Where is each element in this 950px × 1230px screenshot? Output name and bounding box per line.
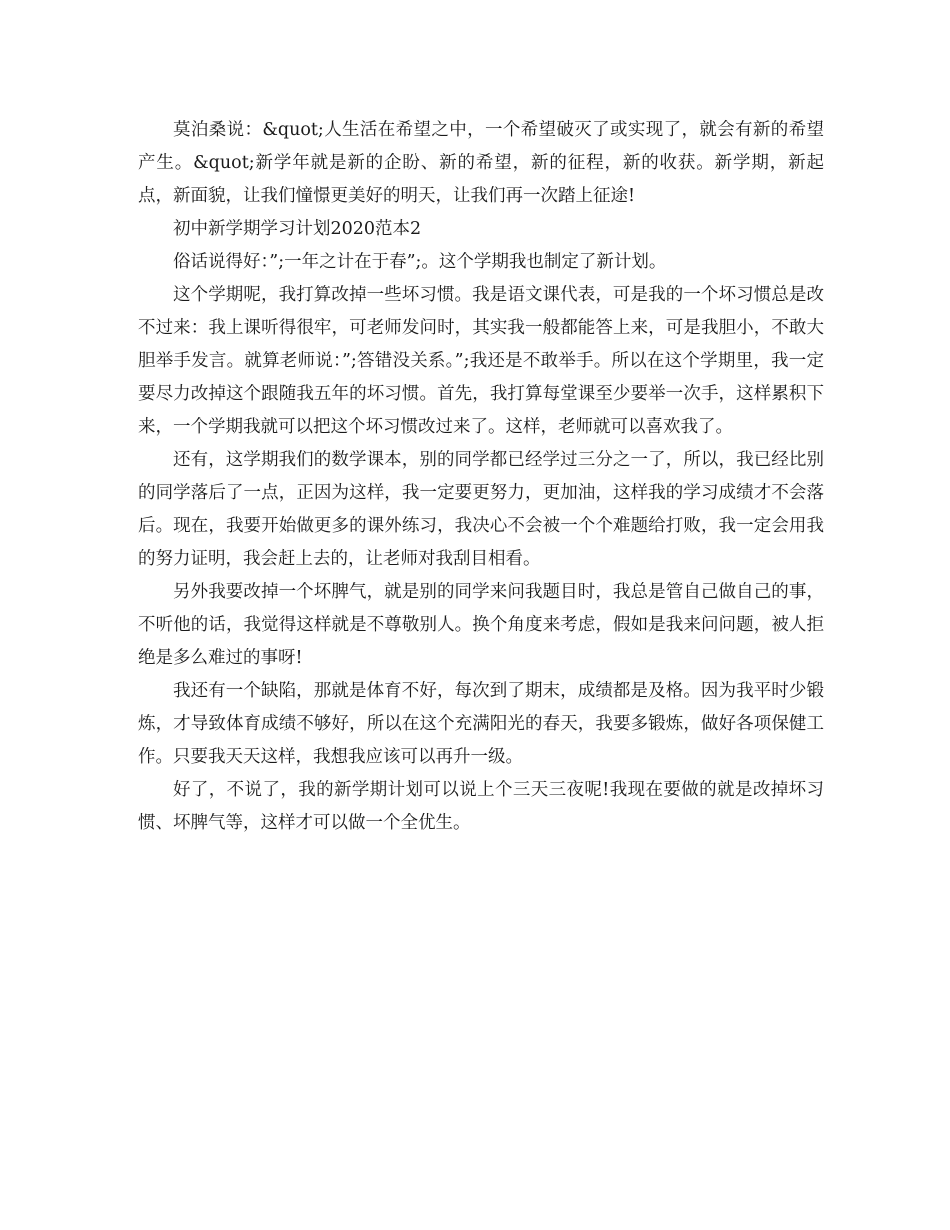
paragraph-sports: 我还有一个缺陷，那就是体育不好，每次到了期末，成绩都是及格。因为我平时少锻炼，才导致体育成绩不够好，所以在这个充满阳光的春天，我要多锻炼，做好各项保健工作。只要我天天这样，我想我应该可以再升一级。 bbox=[138, 681, 824, 767]
paragraph-bad-habit: 这个学期呢，我打算改掉一些坏习惯。我是语文课代表，可是我的一个坏习惯总是改不过来：我上课听得很牢，可老师发问时，其实我一般都能答上来，可是我胆小，不敢大胆举手发言。就算老师说：”;答错没关系。”;我还是不敢举手。所以在这个学期里，我一定要尽力改掉这个跟随我五年的坏习惯。首先，我打算每堂课至少要举一次手，这样累积下来，一个学期我就可以把这个坏习惯改过来了。这样，老师就可以喜欢我了。 bbox=[138, 285, 824, 437]
document-body bbox=[138, 114, 824, 840]
paragraph-intro-quote: 莫泊桑说：&quot;人生活在希望之中，一个希望破灭了或实现了，就会有新的希望产生。&quot;新学年就是新的企盼、新的希望，新的征程，新的收获。新学期，新起点，新面貌，让我们憧憬更美好的明天，让我们再一次踏上征途! bbox=[138, 120, 824, 206]
paragraph-conclusion: 好了，不说了，我的新学期计划可以说上个三天三夜呢!我现在要做的就是改掉坏习惯、坏脾气等，这样才可以做一个全优生。 bbox=[138, 780, 824, 833]
section-heading: 初中新学期学习计划2020范本2 bbox=[173, 219, 422, 239]
paragraph-math: 还有，这学期我们的数学课本，别的同学都已经学过三分之一了，所以，我已经比别的同学落后了一点，正因为这样，我一定要更努力，更加油，这样我的学习成绩才不会落后。现在，我要开始做更多的课外练习，我决心不会被一个个难题给打败，我一定会用我的努力证明，我会赶上去的，让老师对我刮目相看。 bbox=[138, 450, 824, 569]
paragraph-temper: 另外我要改掉一个坏脾气，就是别的同学来问我题目时，我总是管自己做自己的事，不听他的话，我觉得这样就是不尊敬别人。换个角度来考虑，假如是我来问问题，被人拒绝是多么难过的事呀! bbox=[138, 582, 824, 668]
paragraph-proverb: 俗话说得好：”;一年之计在于春”;。这个学期我也制定了新计划。 bbox=[173, 252, 667, 272]
